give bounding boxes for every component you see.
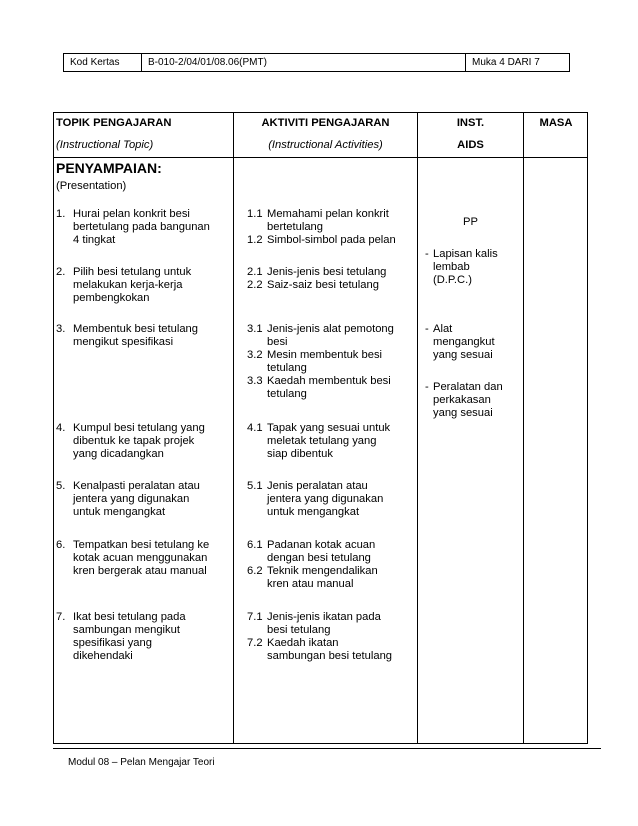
activity-group: 5.1 Jenis peralatan atau jentera yang digunakan untuk mengangkat: [247, 480, 384, 518]
aid-item: - Alat mengangkut yang sesuai: [425, 323, 495, 361]
col-inst-subtitle: AIDS: [457, 139, 484, 151]
topic-item: 6. Tempatkan besi tetulang ke kotak acuan menggunakan kren bergerak atau manual: [56, 539, 210, 577]
footer-divider: [53, 748, 601, 749]
document-header: [63, 53, 570, 72]
topic-item: 4. Kumpul besi tetulang yang dibentuk ke tapak projek yang dicadangkan: [56, 422, 205, 460]
kod-kertas-label: Kod Kertas: [64, 54, 142, 71]
activity-group: 7.1 Jenis-jenis ikatan pada besi tetulang 7.2 Kaedah ikatan sambungan besi tetulang: [247, 611, 393, 662]
header-row-divider: [54, 157, 587, 158]
column-divider: [417, 113, 418, 743]
column-divider: [523, 113, 524, 743]
topic-item: 1. Hurai pelan konkrit besi bertetulang pada bangunan 4 tingkat: [56, 208, 210, 246]
col-activity-subtitle: (Instructional Activities): [268, 139, 383, 151]
section-title: PENYAMPAIAN:: [56, 160, 162, 176]
activity-group: 3.1 Jenis-jenis alat pemotong besi 3.2 Mesin membentuk besi tetulang 3.3 Kaedah membentuk besi tetulang: [247, 323, 394, 400]
lesson-plan-table: [53, 112, 588, 744]
col-activity-title: AKTIVITI PENGAJARAN: [261, 117, 390, 129]
col-topic-title: TOPIK PENGAJARAN: [56, 117, 172, 129]
topic-item: 3. Membentuk besi tetulang mengikut spesifikasi: [56, 323, 199, 348]
col-inst-title: INST.: [456, 117, 485, 129]
activity-group: 4.1 Tapak yang sesuai untuk meletak tetulang yang siap dibentuk: [247, 422, 391, 460]
col-masa-title: MASA: [539, 117, 573, 129]
aid-item: - Peralatan dan perkakasan yang sesuai: [425, 381, 503, 419]
activity-group: 2.1 Jenis-jenis besi tetulang 2.2 Saiz-saiz besi tetulang: [247, 266, 387, 291]
aid-item: - Lapisan kalis lembab (D.P.C.): [425, 248, 498, 286]
aids-pp: PP: [463, 216, 478, 228]
activity-group: 1.1 Memahami pelan konkrit bertetulang 1.2 Simbol-simbol pada pelan: [247, 208, 396, 246]
kod-kertas-value: B-010-2/04/01/08.06(PMT): [142, 54, 466, 71]
section-subtitle: (Presentation): [56, 180, 127, 192]
topic-item: 5. Kenalpasti peralatan atau jentera yang digunakan untuk mengangkat: [56, 480, 200, 518]
topic-item: 7. Ikat besi tetulang pada sambungan mengikut spesifikasi yang dikehendaki: [56, 611, 186, 662]
footer-text: Modul 08 – Pelan Mengajar Teori: [68, 757, 215, 768]
page-indicator: Muka 4 DARI 7: [472, 57, 540, 68]
col-topic-subtitle: (Instructional Topic): [56, 139, 154, 151]
column-divider: [233, 113, 234, 743]
topic-item: 2. Pilih besi tetulang untuk melakukan kerja-kerja pembengkokan: [56, 266, 192, 304]
activity-group: 6.1 Padanan kotak acuan dengan besi tetulang 6.2 Teknik mengendalikan kren atau manual: [247, 539, 378, 590]
